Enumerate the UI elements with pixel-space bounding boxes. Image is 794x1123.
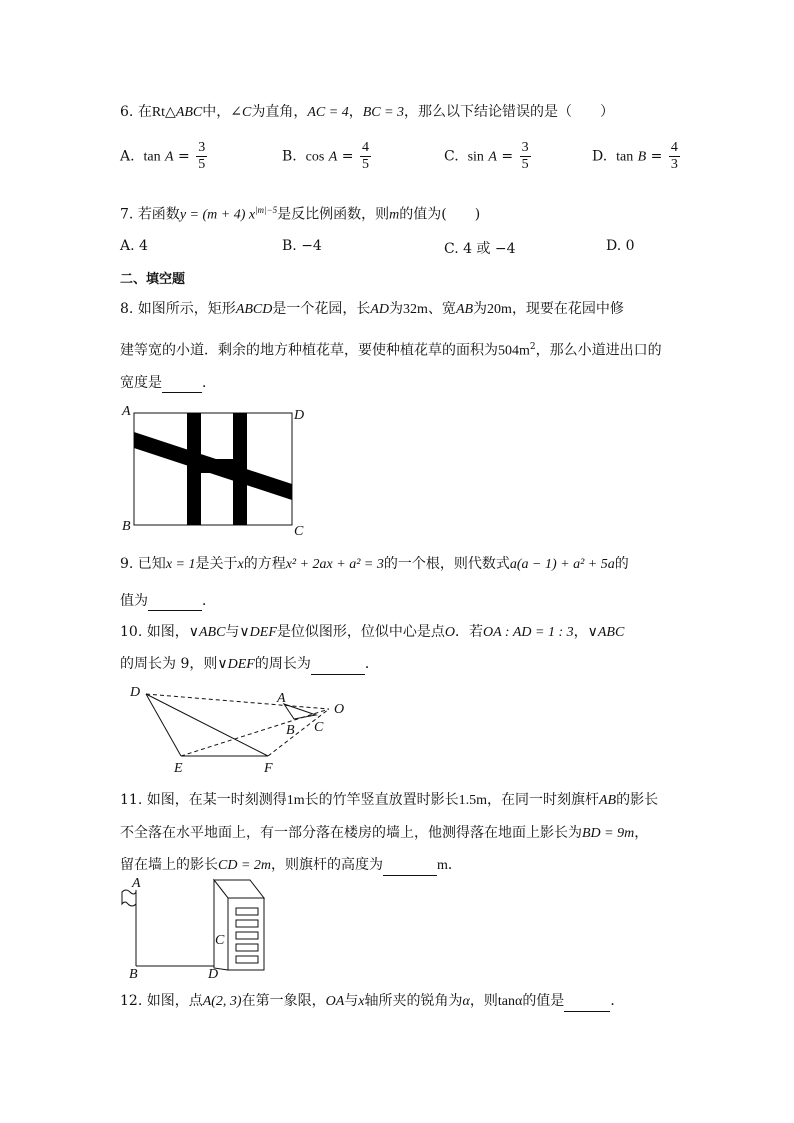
- q7-text: 若函数: [137, 206, 180, 223]
- q11-bd: BD = 9m: [582, 826, 635, 841]
- q10-line-1: [120, 622, 624, 643]
- q6-option-d[interactable]: D. tan B = $\frac{4}{3}$: [592, 140, 678, 172]
- option-func: tan: [143, 149, 161, 165]
- q12-text: ，则: [469, 993, 498, 1009]
- q9-equation: x² + 2ax + a² = 3: [285, 557, 384, 572]
- option-func: cos: [305, 149, 325, 165]
- fraction-numerator: 3: [521, 140, 529, 155]
- segment-df: [146, 694, 268, 756]
- label-a: A: [277, 691, 286, 706]
- q11-text: 不全落在水平地面上，有一部分落在楼房的墙上，他测得落在地面上影长为: [120, 825, 582, 841]
- answer-blank[interactable]: [564, 997, 610, 1012]
- q8-square: 2: [529, 342, 536, 352]
- q10-text: 的周长为 9，则: [120, 656, 218, 672]
- label-c: C: [294, 524, 304, 539]
- q8-text: 是一个花园，长: [272, 301, 371, 317]
- label-a: A: [132, 876, 141, 891]
- q7-exponent: |m|−5: [255, 205, 278, 215]
- q7-m: m: [389, 207, 400, 223]
- q10-homothety-figure: [126, 682, 356, 777]
- option-fraction: [196, 140, 207, 173]
- q7-stem: [120, 200, 480, 226]
- q11-flagpole-figure: [116, 876, 276, 980]
- q7-text: 是反比例函数，则: [277, 206, 390, 223]
- label-d: D: [130, 685, 141, 700]
- q8-text: 8. 如图所示，矩形: [120, 301, 236, 317]
- answer-blank[interactable]: [383, 861, 437, 876]
- q6-option-a[interactable]: A. tan A = $\frac{3}{5}$: [120, 140, 206, 172]
- q6-text: ，: [348, 104, 363, 120]
- option-letter: A.: [120, 148, 135, 165]
- q6-abc: ABC: [175, 105, 203, 120]
- q8-text: 宽度是: [120, 375, 162, 391]
- answer-blank[interactable]: [148, 596, 202, 611]
- q8-text: 建等宽的小道．剩余的地方种植花草，要使种植花草的面积为: [120, 342, 498, 359]
- q12-tan: tanα: [497, 994, 523, 1009]
- label-b: B: [286, 723, 295, 738]
- q10-line-2: [120, 654, 379, 675]
- option-func: sin: [467, 149, 484, 165]
- q6-number: 6.: [120, 104, 138, 120]
- q6-option-c[interactable]: C. sin A = $\frac{3}{5}$: [444, 140, 529, 172]
- building-front: [228, 898, 264, 970]
- q10-triangle-def: ∨DEF: [239, 625, 277, 640]
- q6-text: 为直角，: [251, 104, 308, 120]
- q6-stem: [120, 102, 614, 123]
- path-connector: [187, 459, 247, 473]
- q12-x: x: [358, 994, 365, 1009]
- q11-line-1: [120, 790, 658, 811]
- q7-option-a[interactable]: A. 4: [120, 238, 148, 254]
- q8-ab: AB: [455, 302, 474, 317]
- q6-option-b[interactable]: B. cos A = $\frac{4}{5}$: [282, 140, 369, 172]
- q11-ab: AB: [599, 793, 617, 808]
- q10-triangle-abc: ∨ABC: [587, 625, 625, 640]
- q11-1-5m: 1.5m: [458, 793, 487, 808]
- label-o: O: [334, 702, 345, 717]
- triangle-symbol: △: [165, 104, 176, 120]
- q11-text: ，在同一时刻旗杆: [487, 792, 599, 808]
- label-f: F: [264, 761, 273, 776]
- q11-cd: CD = 2m: [218, 858, 272, 873]
- q10-o: O: [444, 625, 456, 640]
- q6-bc: BC = 3: [362, 105, 405, 120]
- q6-c: C: [242, 105, 252, 120]
- q8-line-3: [120, 373, 216, 393]
- q9-text: 值为: [120, 593, 148, 609]
- q8-text: ．: [202, 375, 216, 391]
- option-var: A: [165, 149, 174, 165]
- q6-text: ，那么以下结论错误的是（ ）: [404, 104, 615, 120]
- fraction-numerator: 4: [670, 140, 678, 155]
- q11-text: 留在墙上的影长: [120, 857, 218, 873]
- q6-ac: AC = 4: [307, 105, 349, 120]
- q11-text: ，: [634, 825, 649, 841]
- q11-text: ，则旗杆的高度为: [271, 857, 384, 873]
- answer-blank[interactable]: [311, 660, 365, 675]
- option-fraction: [360, 140, 371, 173]
- q11-text: 11. 如图，在某一时刻测得: [120, 792, 287, 808]
- q9-x1: x = 1: [165, 557, 196, 572]
- q11-line-3: [120, 855, 462, 876]
- answer-blank[interactable]: [162, 378, 202, 393]
- q12-text: 在第一象限，: [241, 993, 326, 1009]
- label-b: B: [122, 519, 131, 534]
- q12-line-1: [120, 991, 624, 1012]
- option-var: A: [488, 149, 497, 165]
- q8-504m: 504m: [498, 343, 530, 359]
- option-var: A: [328, 149, 338, 165]
- option-letter: B.: [282, 148, 297, 165]
- q11-1m: 1m: [286, 793, 305, 808]
- q7-option-c[interactable]: C. 4 或 −4: [444, 241, 516, 257]
- q8-text: 为: [473, 301, 488, 317]
- q10-text: 与: [225, 624, 240, 640]
- label-c: C: [215, 933, 225, 948]
- q10-ratio: OA : AD = 1 : 3: [483, 625, 574, 640]
- q7-option-b[interactable]: B. −4: [282, 238, 322, 254]
- fraction-denominator: 5: [198, 157, 206, 172]
- q10-text: ．: [364, 656, 379, 672]
- label-d: D: [208, 967, 219, 982]
- q10-text: 10. 如图，: [120, 624, 189, 640]
- ray-do: [146, 694, 329, 709]
- q12-text: 12. 如图，点: [120, 993, 203, 1009]
- flag-icon: [122, 890, 136, 906]
- q11-text: 长的竹竿竖直放置时影长: [304, 792, 459, 808]
- option-fraction: [520, 140, 531, 173]
- q12-point: A(2, 3): [202, 994, 242, 1009]
- q10-text: 是位似图形，位似中心是点: [276, 624, 445, 640]
- label-b: B: [129, 967, 138, 982]
- q7-option-d[interactable]: D. 0: [606, 238, 635, 254]
- q12-text: 与: [344, 993, 359, 1009]
- q12-text: 的值是: [522, 993, 565, 1009]
- label-e: E: [174, 761, 183, 776]
- q7-number: 7.: [120, 206, 138, 223]
- q9-text: 的: [614, 556, 629, 572]
- label-c: C: [314, 720, 324, 735]
- label-d: D: [294, 408, 305, 423]
- q9-x: x: [237, 557, 244, 572]
- fraction-denominator: 5: [521, 157, 529, 172]
- q6-text: 中，∠: [202, 104, 243, 120]
- q10-text: 的周长为: [254, 656, 311, 672]
- q9-line-2: [120, 591, 216, 611]
- q8-20m: 20m: [487, 302, 512, 317]
- q8-text: ，那么小道进出口的: [535, 342, 662, 359]
- q9-text: 的一个根，则代数式: [383, 556, 510, 572]
- q8-text: 为: [389, 301, 404, 317]
- q10-text: ．若: [455, 624, 484, 640]
- q9-text: 9. 已知: [120, 556, 166, 572]
- q8-abcd: ABCD: [235, 302, 273, 317]
- q12-text: 轴所夹的锐角为: [364, 993, 463, 1009]
- q12-text: ．: [610, 993, 625, 1009]
- q9-text: ．: [202, 593, 216, 609]
- q8-ad: AD: [370, 302, 390, 317]
- q8-garden-figure: [118, 402, 308, 540]
- q11-text: ．: [447, 857, 462, 873]
- q9-text: 是关于: [195, 556, 238, 572]
- q8-text: ，现要在花园中修: [511, 301, 624, 317]
- label-a: A: [122, 404, 131, 419]
- q6-rt: Rt: [151, 105, 166, 120]
- q8-text: 、宽: [427, 301, 456, 317]
- q11-line-2: [120, 823, 648, 844]
- fraction-numerator: 4: [361, 140, 369, 155]
- option-fraction: [669, 140, 680, 173]
- q9-expression: a(a − 1) + a² + 5a: [509, 557, 615, 572]
- q8-32m: 32m: [403, 302, 428, 317]
- q7-text: 的值为( ): [399, 206, 481, 223]
- q11-unit: m: [437, 858, 448, 873]
- option-letter: D.: [592, 148, 608, 165]
- option-func: tan: [616, 149, 634, 165]
- q10-triangle-abc: ∨ABC: [188, 625, 226, 640]
- fraction-numerator: 3: [198, 140, 206, 155]
- q8-line-1: [120, 299, 624, 320]
- q9-text: 的方程: [243, 556, 286, 572]
- q6-text: 在: [137, 104, 152, 120]
- q7-formula: y = (m + 4) x: [179, 207, 256, 223]
- q12-alpha: α: [462, 994, 470, 1009]
- section-heading: 二、填空题: [120, 272, 186, 287]
- q10-text: ，: [573, 624, 588, 640]
- option-var: B: [637, 149, 647, 165]
- q11-text: 的影长: [616, 792, 659, 808]
- fraction-denominator: 5: [361, 157, 369, 172]
- q8-line-2: [120, 337, 662, 362]
- fraction-denominator: 3: [670, 157, 678, 172]
- option-letter: C.: [444, 148, 459, 165]
- q12-oa: OA: [325, 994, 345, 1009]
- q9-line-1: [120, 554, 629, 575]
- q10-triangle-def: ∨DEF: [217, 657, 255, 672]
